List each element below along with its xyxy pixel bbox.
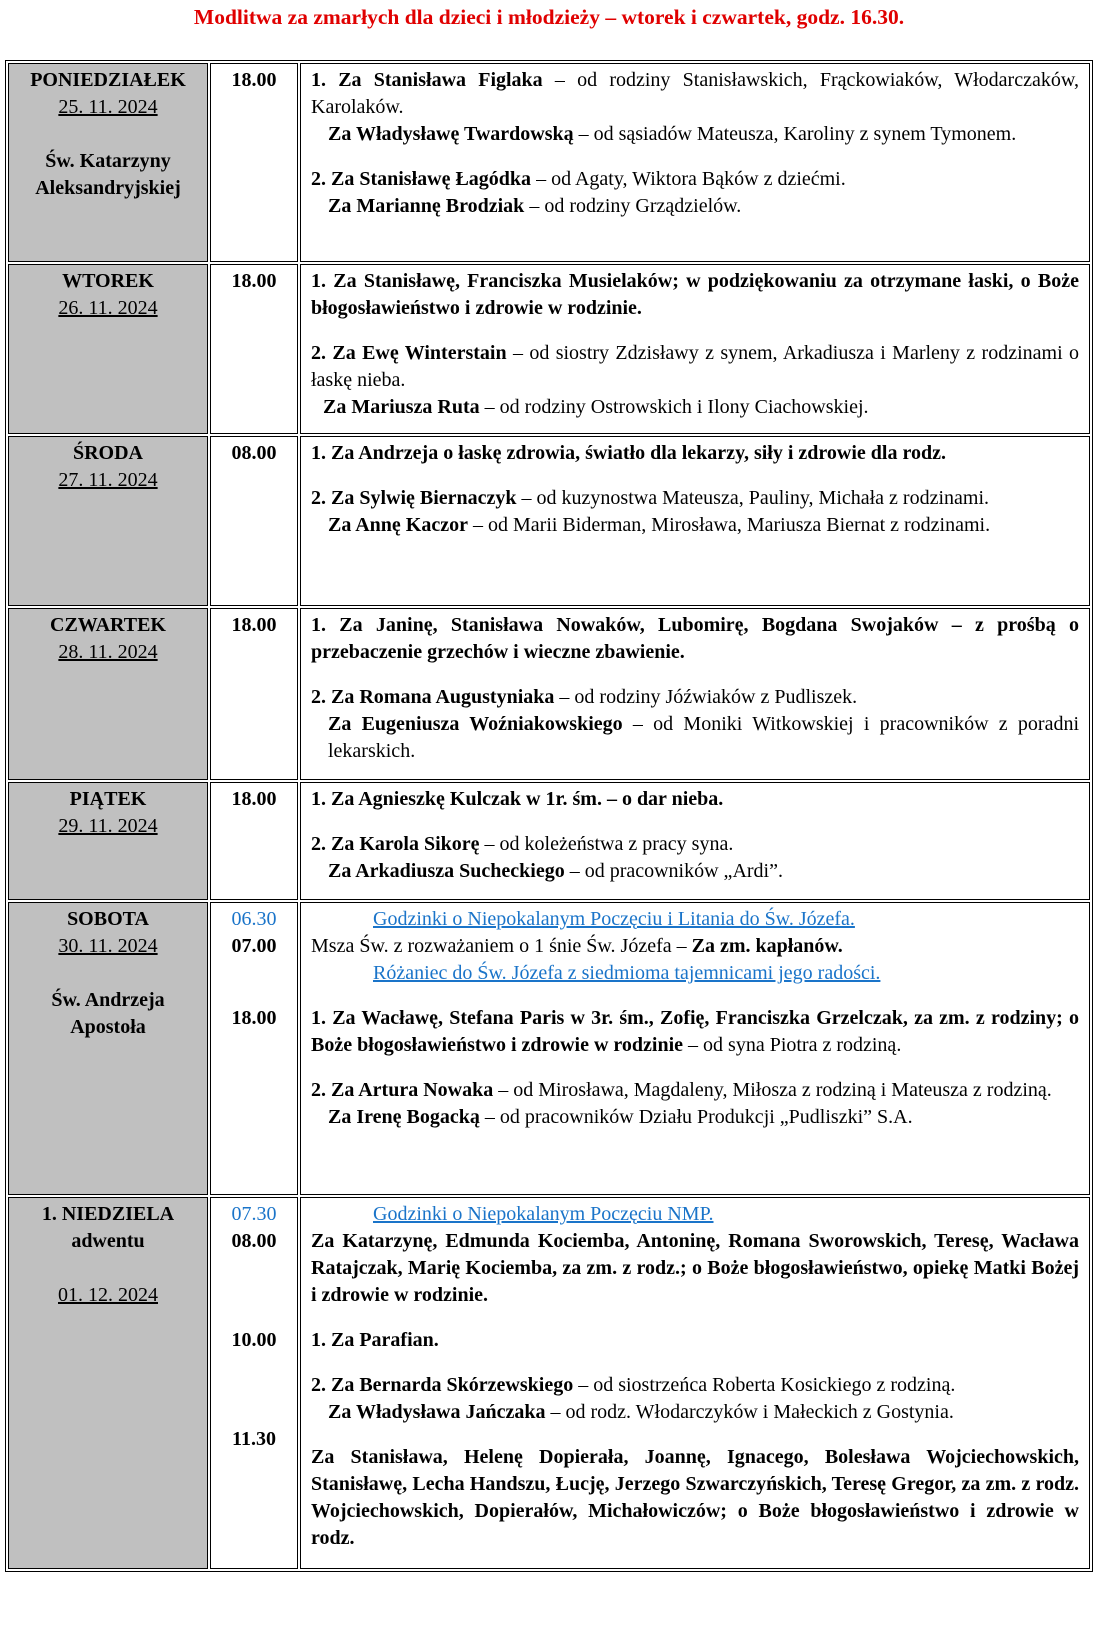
intention: 1. Za Andrzeja o łaskę zdrowia, światło dla lekarzy, siły i zdrowie dla rodz. bbox=[311, 442, 946, 464]
intention: 2. Za Sylwię Biernaczyk – od kuzynostwa Mateusza, Pauliny, Michała z rodzinami. bbox=[311, 487, 990, 509]
intention: 1. Za Agnieszkę Kulczak w 1r. śm. – o dar nieba. bbox=[311, 788, 724, 810]
table-row bbox=[8, 1197, 1090, 1569]
day-name: 1. NIEDZIELA bbox=[41, 1203, 175, 1225]
intentions-cell bbox=[300, 902, 1090, 1195]
time-cell bbox=[210, 608, 298, 780]
day-date: 26. 11. 2024 bbox=[58, 297, 158, 319]
feast-line: Św. Katarzyny bbox=[45, 150, 171, 172]
time-cell bbox=[210, 782, 298, 900]
intention: Za Irenę Bogacką – od pracowników Działu Produkcji „Pudliszki” S.A. bbox=[328, 1106, 913, 1128]
mass-schedule-table bbox=[5, 60, 1093, 1572]
day-date: 27. 11. 2024 bbox=[58, 469, 158, 491]
mass-time: 06.30 bbox=[231, 908, 277, 930]
mass-time: 18.00 bbox=[231, 614, 277, 636]
day-date: 29. 11. 2024 bbox=[58, 815, 158, 837]
day-date: 25. 11. 2024 bbox=[58, 96, 158, 118]
intention: Msza Św. z rozważaniem o 1 śnie Św. Józefa – Za zm. kapłanów. bbox=[311, 935, 843, 957]
intention: Za Mariannę Brodziak – od rodziny Grządzielów. bbox=[328, 195, 742, 217]
time-cell bbox=[210, 436, 298, 606]
day-name: ŚRODA bbox=[72, 442, 143, 464]
feast-line: Apostoła bbox=[70, 1016, 146, 1038]
day-cell bbox=[8, 1197, 208, 1569]
mass-time: 18.00 bbox=[231, 69, 277, 91]
day-date: 28. 11. 2024 bbox=[58, 641, 158, 663]
time-cell bbox=[210, 1197, 298, 1569]
intention: Za Arkadiusza Sucheckiego – od pracowników „Ardi”. bbox=[328, 860, 783, 882]
day-cell bbox=[8, 608, 208, 780]
intentions-cell bbox=[300, 436, 1090, 606]
day-cell bbox=[8, 264, 208, 434]
intention: 1. Za Parafian. bbox=[311, 1329, 439, 1351]
devotion-link[interactable]: Godzinki o Niepokalanym Poczęciu i Litania do Św. Józefa. bbox=[373, 908, 855, 930]
page-title: Modlitwa za zmarłych dla dzieci i młodzieży – wtorek i czwartek, godz. 16.30. bbox=[193, 5, 905, 29]
intention: 2. Za Karola Sikorę – od koleżeństwa z pracy syna. bbox=[311, 833, 734, 855]
intentions-cell bbox=[300, 782, 1090, 900]
intention: Za Eugeniusza Woźniakowskiego – od Moniki Witkowskiej i pracowników z poradni lekarskich. bbox=[328, 713, 1080, 762]
feast-line: Aleksandryjskiej bbox=[35, 177, 181, 199]
intention: 1. Za Stanisławę, Franciszka Musielaków; w podziękowaniu za otrzymane łaski, o Boże błogosławieństwo i zdrowie w rodzinie. bbox=[311, 270, 1079, 319]
day-name: CZWARTEK bbox=[50, 614, 166, 636]
intention: Za Władysława Jańczaka – od rodz. Włodarczyków i Małeckich z Gostynia. bbox=[328, 1401, 954, 1423]
intention: 2. Za Artura Nowaka – od Mirosława, Magdaleny, Miłosza z rodziną i Mateusza z rodziną. bbox=[311, 1079, 1052, 1101]
intention: 1. Za Stanisława Figlaka – od rodziny Stanisławskich, Frąckowiaków, Włodarczaków, Karolaków. bbox=[311, 69, 1079, 118]
intention: 2. Za Ewę Winterstain – od siostry Zdzisławy z synem, Arkadiusza i Marleny z rodzinami o łaskę nieba. bbox=[311, 342, 1079, 391]
day-name: SOBOTA bbox=[67, 908, 149, 930]
table-row bbox=[8, 902, 1090, 1195]
mass-time: 18.00 bbox=[231, 270, 277, 292]
feast-line: Św. Andrzeja bbox=[51, 989, 165, 1011]
mass-time: 11.30 bbox=[232, 1428, 276, 1450]
day-name: PONIEDZIAŁEK bbox=[30, 69, 186, 91]
day-name: WTOREK bbox=[62, 270, 154, 292]
mass-time: 18.00 bbox=[231, 788, 277, 810]
mass-time: 08.00 bbox=[231, 1230, 277, 1252]
intentions-cell bbox=[300, 608, 1090, 780]
day-cell bbox=[8, 782, 208, 900]
devotion-link[interactable]: Godzinki o Niepokalanym Poczęciu NMP. bbox=[373, 1203, 714, 1225]
mass-time: 07.00 bbox=[231, 935, 277, 957]
table-row bbox=[8, 436, 1090, 606]
table-row bbox=[8, 608, 1090, 780]
devotion-link[interactable]: Różaniec do Św. Józefa z siedmioma tajemnicami jego radości. bbox=[373, 962, 881, 984]
intention: 1. Za Wacławę, Stefana Paris w 3r. śm., Zofię, Franciszka Grzelczak, za zm. z rodziny; o Boże błogosławieństwo i zdrowie w rodzinie – od syna Piotra z rodziną. bbox=[311, 1007, 1079, 1056]
mass-time: 10.00 bbox=[231, 1329, 277, 1351]
table-row bbox=[8, 264, 1090, 434]
day-name-suffix: adwentu bbox=[71, 1230, 145, 1252]
intentions-cell bbox=[300, 1197, 1090, 1569]
time-cell bbox=[210, 63, 298, 262]
time-cell bbox=[210, 902, 298, 1195]
table-row bbox=[8, 63, 1090, 262]
day-cell bbox=[8, 436, 208, 606]
intention: Za Mariusza Ruta – od rodziny Ostrowskich i Ilony Ciachowskiej. bbox=[323, 396, 869, 418]
day-name: PIĄTEK bbox=[69, 788, 147, 810]
intention: Za Katarzynę, Edmunda Kociemba, Antoninę, Romana Sworowskich, Teresę, Wacława Ratajczak, Marię Kociemba, za zm. z rodz.; o Boże błogosławieństwo, opiekę Matki Bożej i zdrowie w rodzinie. bbox=[311, 1230, 1079, 1306]
mass-time: 07.30 bbox=[231, 1203, 277, 1225]
day-cell bbox=[8, 63, 208, 262]
mass-time: 18.00 bbox=[231, 1007, 277, 1029]
intention: Za Annę Kaczor – od Marii Biderman, Mirosława, Mariusza Biernat z rodzinami. bbox=[328, 514, 991, 536]
mass-time: 08.00 bbox=[231, 442, 277, 464]
time-cell bbox=[210, 264, 298, 434]
intention: 2. Za Romana Augustyniaka – od rodziny Jóźwiaków z Pudliszek. bbox=[311, 686, 858, 708]
intention: Za Władysławę Twardowską – od sąsiadów Mateusza, Karoliny z synem Tymonem. bbox=[328, 123, 1017, 145]
table-row bbox=[8, 782, 1090, 900]
day-cell bbox=[8, 902, 208, 1195]
intention: 2. Za Stanisławę Łagódka – od Agaty, Wiktora Bąków z dziećmi. bbox=[311, 168, 846, 190]
intention: 1. Za Janinę, Stanisława Nowaków, Lubomirę, Bogdana Swojaków – z prośbą o przebaczenie grzechów i wieczne zbawienie. bbox=[311, 614, 1079, 663]
day-date: 30. 11. 2024 bbox=[58, 935, 158, 957]
day-date: 01. 12. 2024 bbox=[58, 1284, 158, 1306]
intention: 2. Za Bernarda Skórzewskiego – od siostrzeńca Roberta Kosickiego z rodziną. bbox=[311, 1374, 956, 1396]
intentions-cell bbox=[300, 63, 1090, 262]
intention: Za Stanisława, Helenę Dopierała, Joannę, Ignacego, Bolesława Wojciechowskich, Stanisławę, Lecha Handszu, Łucję, Jerzego Szwarczyńskich, Teresę Gregor, za zm. z rodz. Wojciechowskich, Dopierałów, Michałowiczów; o Boże błogosławieństwo i zdrowie w rodz. bbox=[311, 1446, 1079, 1549]
intentions-cell bbox=[300, 264, 1090, 434]
